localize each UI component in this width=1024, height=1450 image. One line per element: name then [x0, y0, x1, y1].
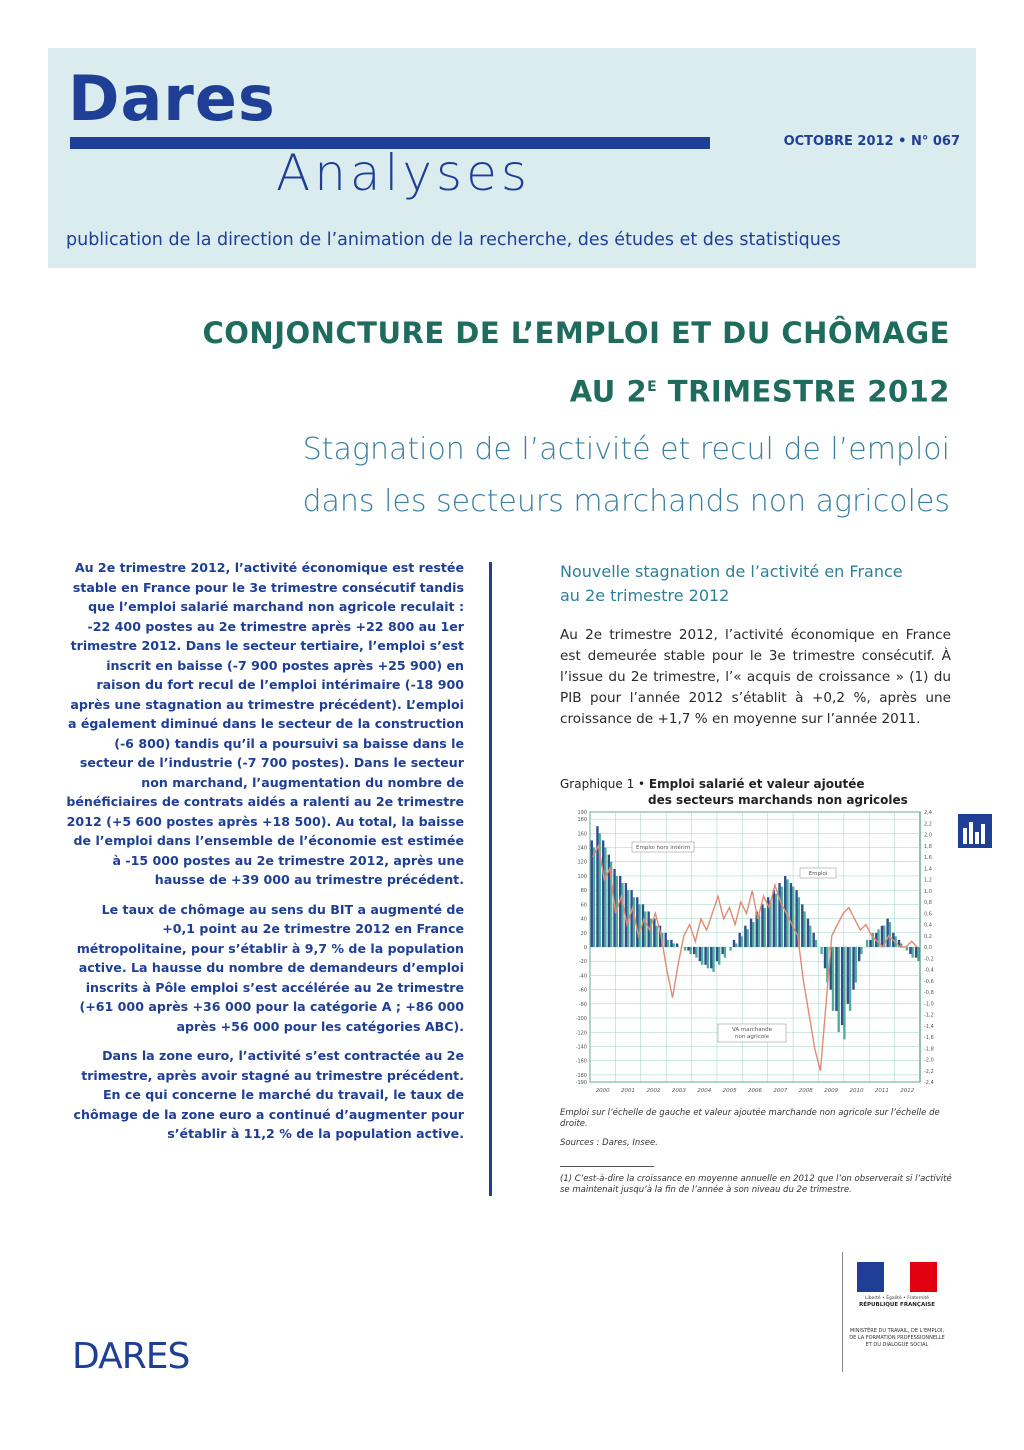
column-divider	[489, 562, 492, 1196]
subtitle-line-1: Stagnation de l’activité et recul de l’emploi	[302, 432, 950, 467]
left-tick-label: 80	[580, 888, 587, 895]
right-tick-label: -1,2	[924, 1012, 934, 1019]
footer-dares-logo: DARES	[72, 1336, 190, 1377]
right-tick-label: 1,4	[924, 866, 932, 873]
right-tick-label: 0,2	[924, 933, 932, 940]
bar-emploi-hors-interim	[602, 840, 604, 947]
bar-emploi	[633, 897, 635, 947]
bar-emploi-hors-interim	[790, 883, 792, 947]
left-tick-label: -20	[578, 959, 587, 966]
bar-emploi	[729, 947, 731, 951]
bar-emploi-hors-interim	[744, 926, 746, 947]
logo-dares: Dares	[68, 62, 276, 135]
bar-emploi	[792, 887, 794, 947]
x-tick-label: 2006	[748, 1088, 762, 1094]
footnote: (1) C’est-à-dire la croissance en moyenne annuelle en 2012 que l’on observerait si l’activité se maintenait jusqu’à la fin de l’année à son niveau du 2e trimestre.	[560, 1174, 952, 1195]
bar-emploi-hors-interim	[750, 919, 752, 947]
bar-emploi	[684, 947, 686, 951]
bar-emploi-hors-interim	[909, 947, 911, 954]
bar-emploi-hors-interim	[653, 919, 655, 947]
summary-paragraph-2: Le taux de chômage au sens du BIT a augmenté de +0,1 point au 2e trimestre 2012 en France métropolitaine, pour s’établir à 9,7 % de la population active. La hausse du nombre de demandeurs d’emploi inscrits à Pôle emploi s’est accélérée au 2e trimestre (+61 000 après +36 000 pour la catégorie A ; +86 000 après +56 000 pour les catégories ABC).	[76, 901, 464, 1034]
bar-emploi	[673, 943, 675, 947]
right-tick-label: -1,6	[924, 1035, 934, 1041]
right-tick-label: 1,6	[924, 855, 932, 861]
bar-emploi-hors-interim	[841, 947, 843, 1025]
bar-emploi-hors-interim	[881, 926, 883, 947]
bar-emploi	[718, 947, 720, 965]
left-tick-label: 160	[577, 831, 587, 838]
bar-emploi	[621, 883, 623, 947]
chart-emploi-va	[560, 806, 960, 1106]
bar-emploi	[752, 922, 754, 947]
bar-emploi-hors-interim	[807, 919, 809, 947]
right-tick-label: -0,2	[924, 956, 934, 963]
summary-column	[66, 558, 464, 1154]
section-heading: Nouvelle stagnation de l’activité en France au 2e trimestre 2012	[560, 562, 903, 605]
bar-emploi-hors-interim	[721, 947, 723, 954]
subtitle	[302, 424, 950, 528]
bar-emploi-hors-interim	[687, 947, 689, 951]
republique: RÉPUBLIQUE FRANÇAISE	[859, 1302, 935, 1308]
bar-emploi	[775, 894, 777, 947]
x-tick-label: 2010	[849, 1088, 864, 1094]
bar-emploi-hors-interim	[761, 904, 763, 947]
left-tick-label: 120	[577, 859, 587, 866]
right-tick-label: 2,2	[924, 821, 932, 828]
right-tick-label: -1,0	[924, 1001, 934, 1008]
x-tick-label: 2000	[595, 1088, 610, 1094]
x-tick-label: 2009	[824, 1088, 839, 1094]
bar-emploi	[820, 947, 822, 954]
left-tick-label: -190	[575, 1080, 587, 1086]
bar-emploi-hors-interim	[716, 947, 718, 961]
legend-label: non agricole	[734, 1034, 770, 1040]
bar-emploi	[764, 908, 766, 947]
bar-emploi	[855, 947, 857, 983]
left-tick-label: 140	[577, 845, 587, 852]
bar-emploi	[695, 947, 697, 958]
bar-emploi-hors-interim	[739, 933, 741, 947]
bar-emploi	[746, 929, 748, 947]
bar-emploi-hors-interim	[847, 947, 849, 1004]
bar-emploi-hors-interim	[710, 947, 712, 968]
right-tick-label: 0,6	[924, 911, 932, 918]
subtitle-line-2: dans les secteurs marchands non agricoles	[302, 484, 950, 519]
bar-emploi	[860, 947, 862, 954]
ministry-logo	[842, 1252, 950, 1372]
summary-paragraph-1: Au 2e trimestre 2012, l’activité économique est restée stable en France pour le 3e trimestre consécutif tandis que l’emploi salarié marchand non agricole reculait : -22 400 postes au 2e trimestre après +22 800 au 1er trimestre 2012. Dans le secteur tertiaire, l’emploi s’est inscrit en baisse (-7 900 postes après +25 900) en raison du fort recul de l’emploi intérimaire (-18 900 après une stagnation au trimestre précédent). L’emploi a également diminué dans le secteur de la construction (-6 800) tandis qu’il a poursuivi sa baisse dans le secteur de l’industrie (-7 700 postes). Dans le secteur non marchand, l’augmentation du nombre de bénéficiaires de contrats aidés a ralenti au 2e trimestre 2012 (+5 600 postes après +18 500). Au total, la baisse de l’emploi dans l’ensemble de l’économie est estimée à -15 000 postes au 2e trimestre 2012, après une hausse de +39 000 au trimestre précédent.	[66, 560, 464, 887]
summary-paragraph-3: Dans la zone euro, l’activité s’est contractée au 2e trimestre, après avoir stagné au trimestre précédent. En ce qui concerne le marché du travail, le taux de chômage de la zone euro a continué d’augmenter pour s’établir à 11,2 % de la population active.	[73, 1048, 464, 1141]
left-tick-label: -120	[575, 1030, 587, 1037]
bar-emploi	[701, 947, 703, 965]
left-tick-label: 0	[583, 945, 587, 951]
bar-emploi-hors-interim	[824, 947, 826, 968]
title-line-1: CONJONCTURE DE L’EMPLOI ET DU CHÔMAGE	[202, 316, 950, 350]
bar-emploi	[889, 922, 891, 947]
left-tick-label: 100	[577, 873, 587, 880]
bar-emploi	[781, 887, 783, 947]
x-tick-label: 2012	[900, 1088, 915, 1094]
left-tick-label: 20	[580, 930, 587, 937]
masthead	[48, 48, 976, 268]
bar-emploi-hors-interim	[773, 890, 775, 947]
left-tick-label: -80	[578, 1001, 587, 1008]
bar-emploi-hors-interim	[858, 947, 860, 961]
bar-emploi	[690, 947, 692, 954]
bar-emploi-hors-interim	[801, 904, 803, 947]
bar-emploi	[866, 940, 868, 947]
marianne-flag-icon	[857, 1262, 937, 1292]
logo-analyses: Analyses	[276, 144, 531, 202]
bar-emploi	[849, 947, 851, 1011]
bar-emploi	[741, 936, 743, 947]
left-tick-label: -180	[575, 1072, 587, 1079]
right-tick-label: 2,0	[924, 832, 932, 839]
right-tick-label: -1,4	[924, 1023, 934, 1030]
bar-emploi-hors-interim	[886, 919, 888, 947]
right-tick-label: 1,8	[924, 843, 932, 850]
bar-emploi-hors-interim	[852, 947, 854, 990]
bar-emploi-hors-interim	[596, 826, 598, 947]
left-tick-label: -100	[575, 1016, 587, 1023]
right-tick-label: -1,8	[924, 1046, 934, 1053]
right-tick-label: 1,2	[924, 877, 932, 884]
x-tick-label: 2001	[621, 1088, 636, 1094]
bar-emploi-hors-interim	[665, 933, 667, 947]
title-line-2: AU $2^E$ TRIMESTRE 2012	[569, 374, 950, 409]
bar-emploi-hors-interim	[699, 947, 701, 961]
right-tick-label: -2,4	[924, 1080, 934, 1086]
right-tick-label: 1,0	[924, 888, 932, 895]
legend-label: Emploi	[808, 871, 828, 877]
left-tick-label: 40	[580, 916, 587, 923]
bar-emploi-hors-interim	[630, 890, 632, 947]
bar-emploi	[758, 915, 760, 947]
chart-sources: Sources : Dares, Insee.	[560, 1138, 658, 1148]
bar-emploi	[707, 947, 709, 968]
x-tick-label: 2007	[773, 1088, 788, 1094]
ministry-name: MINISTÈRE DU TRAVAIL, DE L’EMPLOI, DE LA FORMATION PROFESSIONNELLE ET DU DIALOGUE SOCIAL	[849, 1328, 945, 1348]
bar-emploi	[667, 940, 669, 947]
right-tick-label: 0,0	[924, 945, 932, 951]
bar-emploi	[815, 940, 817, 947]
left-tick-label: 180	[577, 817, 587, 824]
right-tick-label: -2,0	[924, 1057, 934, 1064]
left-tick-label: -160	[575, 1058, 587, 1065]
bar-emploi	[809, 926, 811, 947]
chart-caption: Graphique 1 • Emploi salarié et valeur ajoutée des secteurs marchands non agricoles	[560, 777, 908, 807]
x-tick-label: 2005	[722, 1088, 737, 1094]
bar-emploi-hors-interim	[835, 947, 837, 1011]
left-tick-label: -40	[578, 973, 587, 980]
left-tick-label: -60	[578, 987, 587, 994]
bar-emploi	[712, 947, 714, 972]
right-tick-label: 0,4	[924, 922, 932, 929]
bar-emploi	[911, 947, 913, 958]
bar-emploi-hors-interim	[670, 940, 672, 947]
bar-emploi	[832, 947, 834, 1011]
x-tick-label: 2008	[798, 1088, 813, 1094]
legend-label: Emploi hors intérim	[636, 845, 690, 851]
bar-emploi-hors-interim	[619, 876, 621, 947]
bar-chart-icon	[958, 814, 992, 848]
bar-emploi	[803, 911, 805, 947]
bar-emploi	[644, 911, 646, 947]
issue-number: OCTOBRE 2012 • N° 067	[783, 134, 960, 149]
bar-emploi-hors-interim	[812, 933, 814, 947]
bar-emploi	[843, 947, 845, 1039]
bar-emploi	[604, 848, 606, 947]
footnote-rule	[560, 1166, 654, 1167]
motto: Liberté • Égalité • Fraternité	[864, 1296, 930, 1301]
chart-note: Emploi sur l’échelle de gauche et valeur ajoutée marchande non agricole sur l’échelle de droite.	[560, 1108, 940, 1129]
bar-emploi	[593, 848, 595, 947]
main-title	[202, 306, 950, 419]
bar-emploi-hors-interim	[636, 897, 638, 947]
right-tick-label: -0,6	[924, 978, 934, 985]
left-tick-label: 190	[577, 810, 587, 816]
bar-emploi-hors-interim	[869, 940, 871, 947]
bar-emploi	[724, 947, 726, 958]
bar-emploi-hors-interim	[704, 947, 706, 965]
publisher-line: publication de la direction de l’animation de la recherche, des études et des statistiques	[66, 230, 841, 250]
bar-emploi-hors-interim	[778, 883, 780, 947]
legend-label: VA marchande	[731, 1027, 773, 1033]
right-tick-label: 0,8	[924, 900, 932, 906]
bar-emploi-hors-interim	[693, 947, 695, 954]
bar-emploi-hors-interim	[676, 943, 678, 947]
bar-emploi	[838, 947, 840, 1032]
bar-emploi	[655, 926, 657, 947]
left-tick-label: 60	[580, 902, 587, 909]
bar-emploi	[872, 933, 874, 947]
section-body: Au 2e trimestre 2012, l’activité économique en France est demeurée stable pour le 3e trimestre consécutif. À l’issue du 2e trimestre, l’« acquis de croissance » (1) du PIB pour l’année 2012 s’établit à +0,2 %, après une croissance de +1,7 % en moyenne sur l’année 2011.	[560, 627, 951, 727]
right-tick-label: -0,8	[924, 990, 934, 996]
bar-emploi	[638, 904, 640, 947]
left-tick-label: -140	[575, 1044, 587, 1051]
x-tick-label: 2011	[874, 1088, 889, 1094]
right-tick-label: 2,4	[924, 810, 932, 816]
bar-emploi-hors-interim	[733, 940, 735, 947]
bar-emploi	[917, 947, 919, 961]
x-tick-label: 2004	[697, 1088, 712, 1094]
bar-emploi	[735, 943, 737, 947]
x-tick-label: 2003	[671, 1088, 686, 1094]
right-tick-label: -2,2	[924, 1068, 934, 1075]
bar-emploi-hors-interim	[915, 947, 917, 958]
x-tick-label: 2002	[646, 1088, 661, 1094]
right-tick-label: -0,4	[924, 967, 934, 974]
